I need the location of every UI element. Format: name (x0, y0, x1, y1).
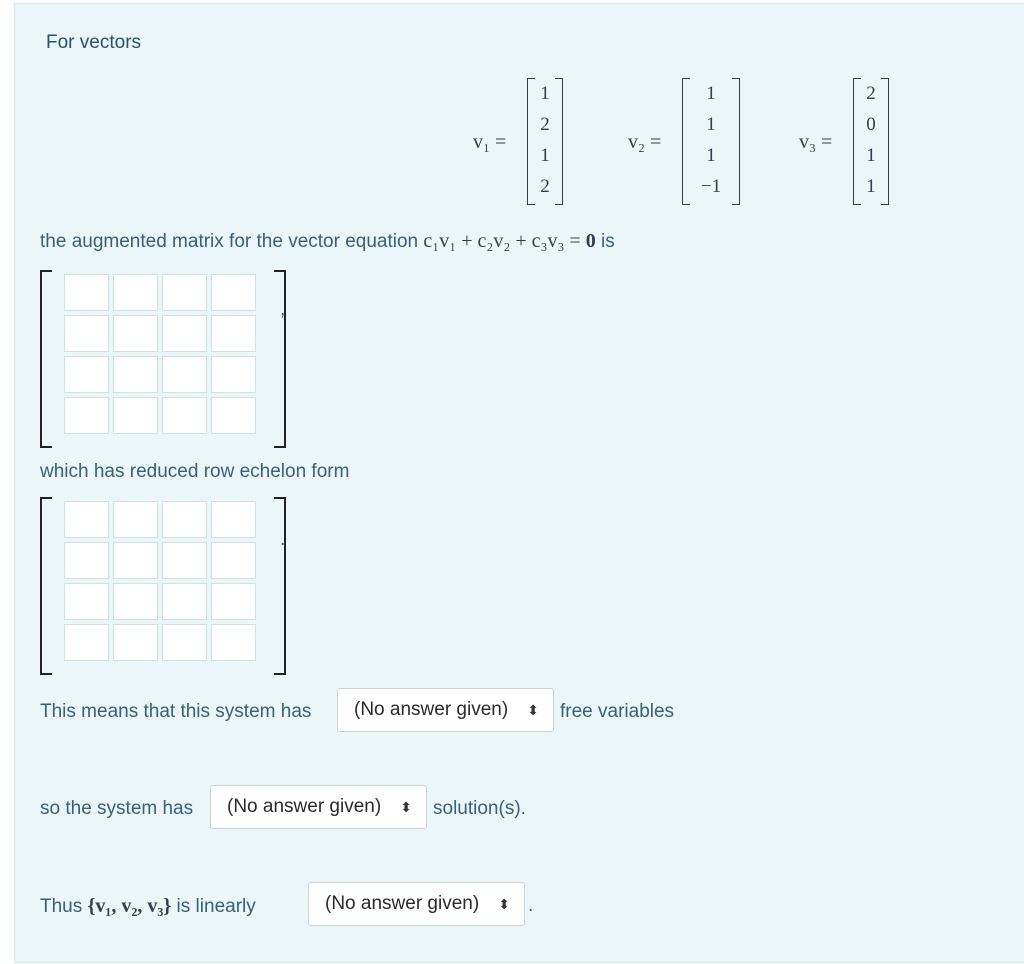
vector-1-entry: 2 (540, 176, 550, 197)
vector-3-label: v₃ = (799, 131, 833, 153)
augmented-matrix-cell[interactable] (64, 274, 109, 311)
rref-trailing: . (280, 529, 286, 550)
rref-matrix-cell[interactable] (113, 542, 158, 579)
rref-matrix-cell[interactable] (113, 583, 158, 620)
vector-2-label: v₂ = (628, 131, 662, 153)
augmented-matrix-cell[interactable] (64, 315, 109, 352)
vector-3 (853, 78, 889, 205)
chevron-updown-icon: ⬍ (498, 896, 510, 912)
augmented-matrix-cell[interactable] (162, 397, 207, 434)
augmented-matrix (40, 270, 286, 446)
independence-select-value: (No answer given) (325, 893, 480, 914)
chevron-updown-icon: ⬍ (400, 799, 412, 815)
rref-label: which has reduced row echelon form (40, 461, 350, 482)
augmented-matrix-cell[interactable] (113, 397, 158, 434)
independence-middle: is linearly (171, 896, 256, 917)
solutions-suffix: solution(s). (433, 798, 526, 819)
augmented-trailing: , (280, 299, 286, 320)
vector-2-entry: 1 (706, 114, 716, 135)
augmented-matrix-cell[interactable] (113, 356, 158, 393)
intro-text: For vectors (46, 32, 142, 53)
augmented-matrix-cell[interactable] (64, 397, 109, 434)
vector-3-entry: 1 (866, 145, 876, 166)
rref-matrix (40, 497, 286, 673)
chevron-updown-icon: ⬍ (527, 702, 539, 718)
vector-1-label: v₁ = (473, 131, 507, 153)
rref-matrix-cell[interactable] (211, 583, 256, 620)
free-variables-prefix: This means that this system has (40, 701, 312, 722)
zero-vector: 0 (585, 230, 596, 252)
rref-matrix-cell[interactable] (113, 501, 158, 538)
vector-equation: c₁v₁ + c₂v₂ + c₃v₃ = (423, 230, 586, 252)
rref-matrix-cell[interactable] (64, 501, 109, 538)
independence-trailing: . (528, 895, 534, 916)
independence-prefix: Thus (40, 896, 88, 917)
solutions-prefix: so the system has (40, 798, 194, 819)
rref-matrix-cell[interactable] (211, 542, 256, 579)
independence-select[interactable] (308, 882, 525, 926)
augmented-matrix-cell[interactable] (211, 315, 256, 352)
rref-matrix-cell[interactable] (64, 583, 109, 620)
free-variables-select-value: (No answer given) (354, 699, 509, 720)
vector-2-entry: −1 (700, 176, 722, 197)
vector-1-entry: 2 (540, 114, 550, 135)
vector-2-entry: 1 (706, 83, 716, 104)
rref-matrix-cell[interactable] (162, 583, 207, 620)
solutions-select-value: (No answer given) (227, 796, 382, 817)
augmented-matrix-cell[interactable] (162, 274, 207, 311)
rref-matrix-cell[interactable] (162, 501, 207, 538)
augmented-matrix-cell[interactable] (113, 274, 158, 311)
vector-2-entry: 1 (706, 145, 716, 166)
vector-3-entry: 2 (866, 83, 876, 104)
vector-1-entry: 1 (540, 83, 550, 104)
rref-matrix-cell[interactable] (211, 501, 256, 538)
vector-3-entry: 0 (866, 114, 876, 135)
rref-matrix-cell[interactable] (162, 624, 207, 661)
vector-3-entry: 1 (866, 176, 876, 197)
free-variables-suffix: free variables (560, 701, 675, 722)
augmented-matrix-cell[interactable] (211, 397, 256, 434)
augmented-matrix-cell[interactable] (162, 356, 207, 393)
augmented-suffix: is (595, 231, 615, 252)
vector-1-entry: 1 (540, 145, 550, 166)
vector-set: {v₁, v₂, v₃} (87, 895, 172, 917)
augmented-sentence (40, 229, 615, 254)
rref-matrix-cell[interactable] (64, 624, 109, 661)
rref-matrix-cell[interactable] (211, 624, 256, 661)
rref-matrix-cell[interactable] (113, 624, 158, 661)
independence-sentence (40, 894, 256, 919)
vector-2 (682, 78, 740, 205)
rref-matrix-cell[interactable] (162, 542, 207, 579)
augmented-matrix-cell[interactable] (113, 315, 158, 352)
free-variables-select[interactable] (337, 688, 554, 732)
rref-matrix-cell[interactable] (64, 542, 109, 579)
augmented-prefix: the augmented matrix for the vector equation (40, 231, 424, 252)
solutions-select[interactable] (210, 785, 427, 829)
augmented-matrix-cell[interactable] (211, 274, 256, 311)
vector-1 (527, 78, 563, 205)
augmented-matrix-cell[interactable] (162, 315, 207, 352)
augmented-matrix-cell[interactable] (64, 356, 109, 393)
augmented-matrix-cell[interactable] (211, 356, 256, 393)
